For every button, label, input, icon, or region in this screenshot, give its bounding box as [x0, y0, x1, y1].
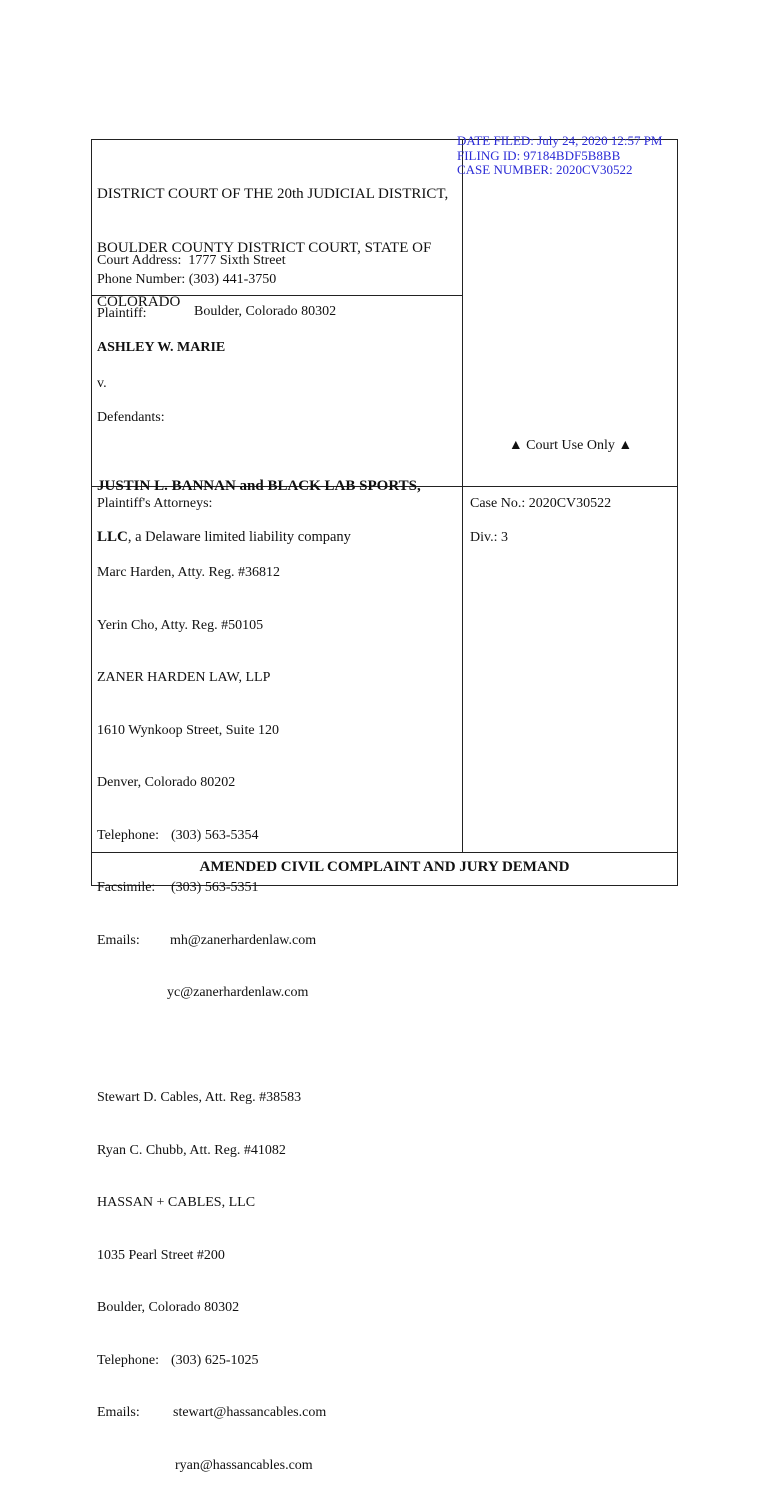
- defendant-name-description: , a Delaware limited liability company: [127, 529, 351, 545]
- stamp-case-number: CASE NUMBER: 2020CV30522: [457, 162, 633, 177]
- case-number: Case No.: 2020CV30522: [470, 496, 612, 511]
- attorney-block: [97, 529, 326, 1509]
- attorney-line: Marc Harden, Atty. Reg. #36812: [97, 565, 280, 580]
- telephone-value: (303) 625-1025: [171, 1352, 259, 1368]
- plaintiff-label: Plaintiff:: [97, 306, 147, 321]
- attorney-line: 1035 Pearl Street #200: [97, 1247, 225, 1263]
- emails-label: Emails:: [97, 932, 140, 948]
- defendant-name-entity: LLC: [97, 529, 128, 545]
- stamp-filing-id: FILING ID: 97184BDF5B8BB: [457, 147, 621, 163]
- attorney-line: Denver, Colorado 80202: [97, 775, 236, 790]
- email-link[interactable]: ryan@hassancables.com: [175, 1457, 313, 1473]
- emails-label: Emails:: [97, 1405, 140, 1420]
- versus: v.: [97, 376, 107, 391]
- telephone-label: Telephone:: [97, 827, 159, 843]
- court-header-line: BOULDER COUNTY DISTRICT COURT, STATE OF: [97, 240, 432, 256]
- court-header-line: DISTRICT COURT OF THE 20th JUDICIAL DISTRICT,: [97, 186, 449, 202]
- attorney-line: Yerin Cho, Atty. Reg. #50105: [97, 617, 264, 633]
- email-link[interactable]: stewart@hassancables.com: [173, 1405, 327, 1420]
- attorney-line: 1610 Wynkoop Street, Suite 120: [97, 722, 280, 738]
- attorney-line: Boulder, Colorado 80302: [97, 1300, 240, 1315]
- defendant-name-line: JUSTIN L. BANNAN and BLACK LAB SPORTS,: [97, 478, 421, 494]
- division: Div.: 3: [470, 530, 508, 545]
- facsimile-label: Facsimile:: [97, 880, 156, 895]
- email-link[interactable]: mh@zanerhardenlaw.com: [170, 932, 317, 948]
- court-address-line: Boulder, Colorado 80302: [194, 304, 337, 319]
- attorney-line: Stewart D. Cables, Att. Reg. #38583: [97, 1090, 302, 1105]
- telephone-label: Telephone:: [97, 1352, 159, 1368]
- attorney-line: HASSAN + CABLES, LLC: [97, 1195, 256, 1210]
- stamp-date-filed: DATE FILED: July 24, 2020 12:57 PM: [457, 133, 663, 148]
- attorneys-label: Plaintiff's Attorneys:: [97, 496, 213, 511]
- attorney-line: ZANER HARDEN LAW, LLP: [97, 670, 271, 685]
- court-use-only: ▲ Court Use Only ▲: [508, 438, 633, 453]
- court-address-label: Court Address:: [97, 253, 182, 268]
- facsimile-value: (303) 563-5351: [171, 880, 259, 895]
- court-address-line: 1777 Sixth Street: [188, 253, 286, 268]
- defendants-label: Defendants:: [97, 410, 165, 425]
- caption-column-divider: [462, 139, 463, 852]
- email-link[interactable]: yc@zanerhardenlaw.com: [167, 985, 309, 1000]
- telephone-value: (303) 563-5354: [171, 827, 259, 843]
- filing-stamp: [457, 134, 662, 178]
- court-phone: Phone Number: (303) 441-3750: [97, 272, 277, 287]
- plaintiff-name: ASHLEY W. MARIE: [97, 340, 226, 355]
- court-header-line: COLORADO: [97, 294, 181, 310]
- document-title: AMENDED CIVIL COMPLAINT AND JURY DEMAND: [199, 859, 570, 875]
- attorney-line: Ryan C. Chubb, Att. Reg. #41082: [97, 1142, 286, 1158]
